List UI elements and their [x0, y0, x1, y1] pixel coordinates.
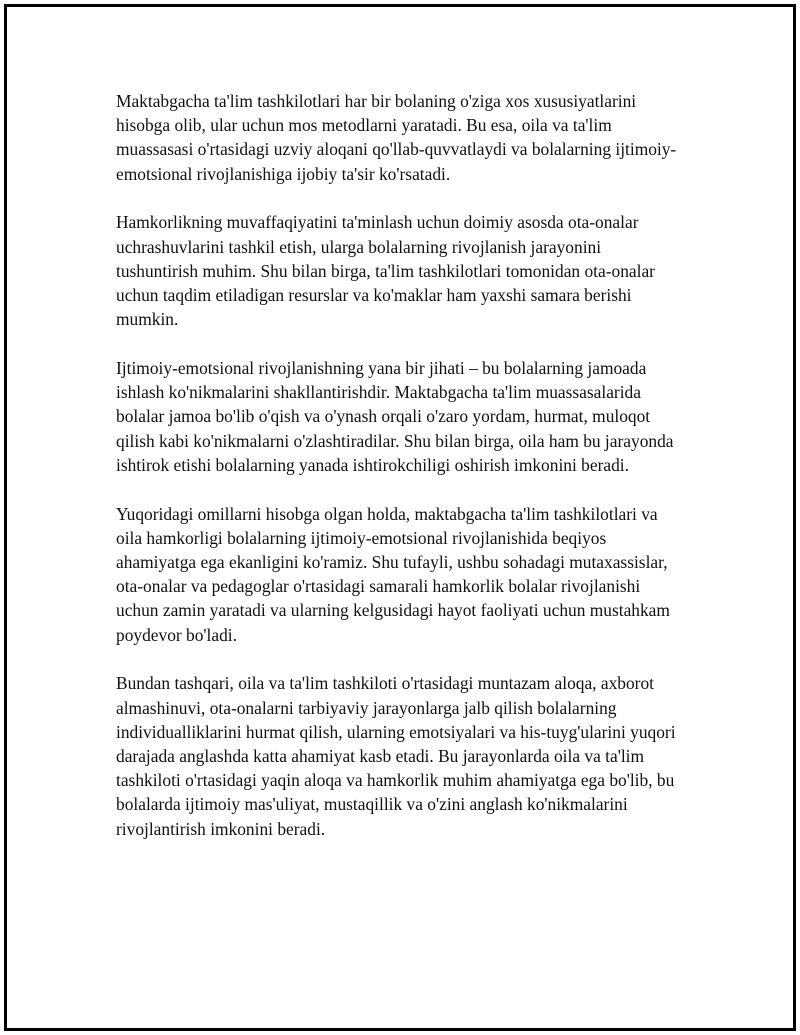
paragraph-2: Hamkorlikning muvaffaqiyatini ta'minlash uchun doimiy asosda ota-onalar uchrashuvlarini tashkil etish, ularga bolalarning rivojlanish jarayonini tushuntirish muhim. Shu bilan birga, ta'lim tashkilotlari tomonidan ota-onalar uchun taqdim etiladigan resurslar va ko'maklar ham yaxshi samara berishi mumkin. — [116, 212, 655, 330]
paragraph-5: Bundan tashqari, oila va ta'lim tashkiloti o'rtasidagi muntazam aloqa, axborot almashinuvi, ota-onalarni tarbiyaviy jarayonlarga jalb qilish bolalarning individualliklarini hurmat qilish, ularning emotsiyalari va his-tuyg'ularini yuqori darajada anglashda katta ahamiyat kasb etadi. Bu jarayonlarda oila va ta'lim tashkiloti o'rtasidagi yaqin aloqa va hamkorlik muhim ahamiyatga ega bo'lib, bu bolalarda ijtimoiy mas'uliyat, mustaqillik va o'zini anglash ko'nikmalarini rivojlantirish imkonini beradi. — [116, 673, 676, 839]
paragraph-4: Yuqoridagi omillarni hisobga olgan holda, maktabgacha ta'lim tashkilotlari va oila hamkorligi bolalarning ijtimoiy-emotsional rivojlanishida beqiyos ahamiyatga ega ekanligini ko'ramiz. Shu tufayli, ushbu sohadagi mutaxassislar, ota-onalar va pedagoglar o'rtasidagi samarali hamkorlik bolalar rivojlanishi uchun zamin yaratadi va ularning kelgusidagi hayot faoliyati uchun mustahkam poydevor bo'ladi. — [116, 503, 670, 645]
document-body — [116, 89, 686, 865]
paragraph-3: Ijtimoiy-emotsional rivojlanishning yana bir jihati – bu bolalarning jamoada ishlash ko'nikmalarini shakllantirishdir. Maktabgacha ta'lim muassasalarida bolalar jamoa bo'lib o'qish va o'ynash orqali o'zaro yordam, hurmat, muloqot qilish kabi ko'nikmalarni o'zlashtiradilar. Shu bilan birga, oila ham bu jarayonda ishtirok etishi bolalarning yanada ishtirokchiligi oshirish imkonini beradi. — [116, 358, 674, 475]
paragraph-1: Maktabgacha ta'lim tashkilotlari har bir bolaning o'ziga xos xususiyatlarini hisobga olib, ular uchun mos metodlarni yaratadi. Bu esa, oila va ta'lim muassasasi o'rtasidagi uzviy aloqani qo'llab-quvvatlaydi va bolalarning ijtimoiy-emotsional rivojlanishiga ijobiy ta'sir ko'rsatadi. — [116, 91, 677, 184]
